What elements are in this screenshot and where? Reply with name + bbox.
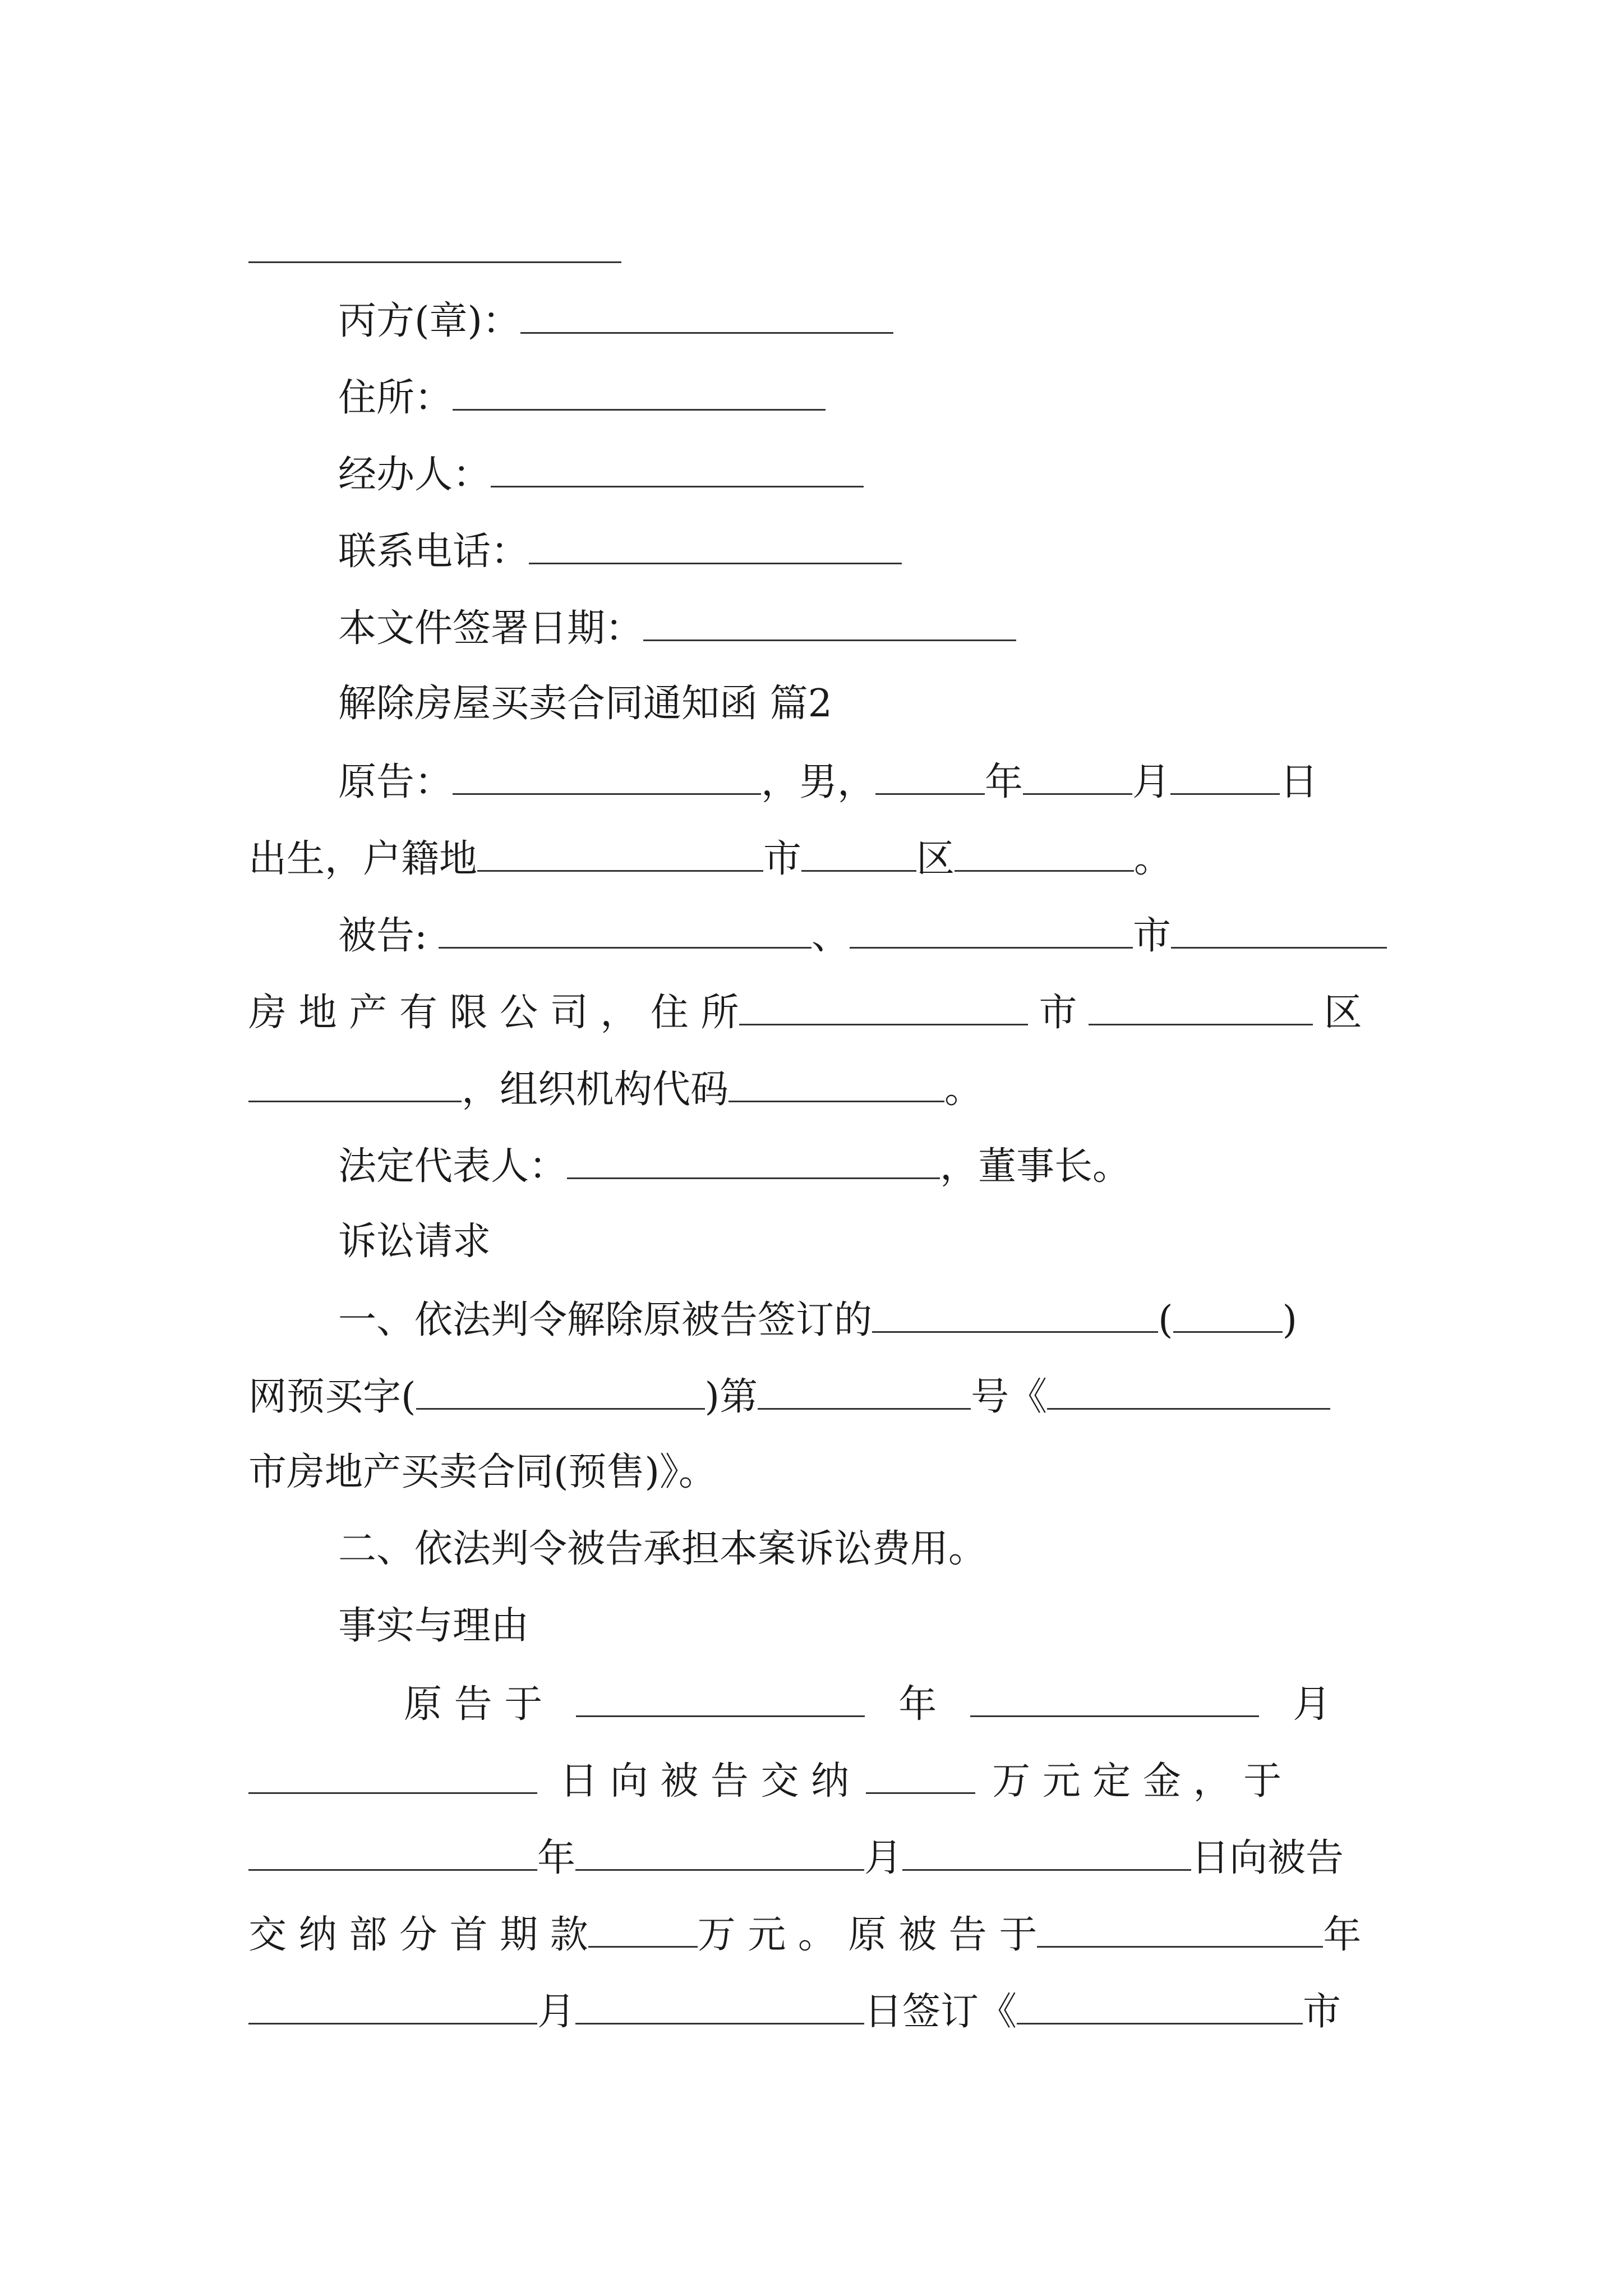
contract-name-text: 市房地产买卖合同(预售)》。 [248, 1450, 717, 1494]
month-label: 月 [537, 1990, 576, 2034]
facts-text-4b: 万 元 。 原 被 告 于 [697, 1913, 1038, 1957]
district-label: 区 [1324, 991, 1362, 1035]
defendant-name-blank [439, 912, 811, 949]
claim-one-text: 一、依法判令解除原被告签订的 [338, 1298, 873, 1342]
contract-number-label: )第 [704, 1375, 758, 1419]
agent-label: 经办人： [338, 453, 491, 497]
deposit-year-blank [576, 1681, 865, 1717]
payment-year-blank [248, 1834, 537, 1871]
payment-day-blank [902, 1834, 1191, 1871]
year-label: 年 [1323, 1913, 1362, 1957]
contract-party-blank [872, 1296, 1158, 1333]
agent-line [338, 451, 864, 496]
legal-rep-line [338, 1143, 1131, 1188]
deposit-amount-blank [866, 1757, 975, 1794]
legal-rep-title: ，董事长。 [940, 1144, 1131, 1189]
facts-heading-text: 事实与理由 [338, 1604, 529, 1648]
facts-line-5 [248, 1988, 1341, 2033]
down-payment-blank [588, 1911, 698, 1948]
address-blank [453, 374, 826, 411]
contract-number-blank [758, 1373, 971, 1410]
facts-line-3 [248, 1834, 1344, 1879]
contract-prefix: 网预买字( [248, 1375, 416, 1419]
month-label: 月 [1293, 1682, 1331, 1727]
defendant-line [338, 912, 1387, 957]
year-label: 年 [537, 1836, 576, 1880]
contract-year-blank [1173, 1296, 1283, 1333]
plaintiff-line [338, 758, 1318, 803]
plaintiff-name-blank [453, 758, 761, 795]
facts-line-2 [248, 1757, 1281, 1802]
paren-close: ) [1282, 1298, 1298, 1342]
sign-date-label: 本文件签署日期： [338, 606, 644, 651]
sign-year-blank [1037, 1911, 1323, 1948]
birth-year-blank [875, 758, 985, 795]
contract-number-line [248, 1373, 1330, 1418]
district-label: 区 [916, 837, 955, 881]
company-address-district-blank [1089, 989, 1313, 1025]
separator: 、 [811, 914, 850, 958]
paren-open: ( [1158, 1298, 1173, 1342]
facts-text-5b: 日签订《 [864, 1990, 1017, 2034]
claim-one-line [338, 1296, 1297, 1341]
sign-date-line [338, 605, 1016, 650]
plaintiff-gender: ，男， [761, 760, 876, 804]
section-title-text: 解除房屋买卖合同通知函 篇2 [338, 682, 832, 726]
plaintiff-label: 原告： [338, 760, 453, 804]
org-code-label: ，组织机构代码 [462, 1068, 729, 1112]
contract-word-blank [416, 1373, 705, 1410]
facts-text-1a: 原 告 于 [404, 1682, 543, 1727]
hukou-line [248, 835, 1172, 880]
facts-text-4a: 交 纳 部 分 首 期 款 [248, 1913, 588, 1957]
facts-text-2a: 日 向 被 告 交 纳 [560, 1759, 850, 1803]
city-label: 市 [1303, 1990, 1341, 2034]
phone-label: 联系电话： [338, 530, 529, 574]
deposit-month-blank [970, 1681, 1259, 1717]
deposit-day-blank [248, 1757, 537, 1794]
period: 。 [1134, 837, 1173, 881]
sign-month-blank [248, 1988, 537, 2024]
hukou-district-blank [801, 835, 916, 872]
company-address-city-blank [739, 989, 1028, 1025]
city-label: 市 [1039, 991, 1077, 1035]
claim-two-text: 二、依法判令被告承担本案诉讼费用。 [338, 1527, 987, 1571]
phone-blank [529, 528, 902, 564]
birth-month-blank [1023, 758, 1132, 795]
birth-day-blank [1170, 758, 1280, 795]
claims-heading-text: 诉讼请求 [338, 1220, 491, 1264]
company-label: 房 地 产 有 限 公 司 ， 住 所 [248, 991, 739, 1035]
year-label: 年 [985, 760, 1023, 804]
facts-heading [338, 1604, 529, 1649]
contract-name-line [248, 1450, 717, 1495]
month-label: 月 [864, 1836, 903, 1880]
hukou-detail-blank [955, 835, 1134, 872]
company-line [248, 989, 1362, 1034]
company-detail-blank [248, 1066, 462, 1102]
legal-rep-blank [567, 1143, 940, 1179]
payment-month-blank [575, 1834, 864, 1871]
contract-name-open: 号《 [971, 1375, 1048, 1419]
party-c-seal-line [338, 297, 893, 342]
sign-date-blank [643, 605, 1016, 641]
party-c-seal-label: 丙方(章)： [338, 299, 521, 343]
hukou-city-blank [477, 835, 763, 872]
city-label: 市 [1132, 914, 1171, 958]
month-label: 月 [1132, 760, 1171, 804]
year-label: 年 [898, 1682, 937, 1727]
org-code-blank [728, 1066, 944, 1102]
claims-heading [338, 1220, 491, 1264]
facts-text-3c: 日向被告 [1191, 1836, 1344, 1880]
period: 。 [944, 1068, 983, 1112]
defendant-company-blank [1171, 912, 1387, 949]
hukou-label: 出生，户籍地 [248, 837, 478, 881]
defendant-city-blank [850, 912, 1133, 949]
day-label: 日 [1280, 760, 1318, 804]
address-label: 住所： [338, 376, 453, 420]
agent-blank [491, 451, 864, 487]
phone-line [338, 528, 902, 573]
facts-line-4 [248, 1911, 1361, 1956]
party-c-seal-blank [520, 297, 893, 334]
sign-day-blank [575, 1988, 864, 2024]
contract-city-blank-2 [1017, 1988, 1303, 2024]
defendant-label: 被告: [338, 914, 427, 958]
org-code-line [248, 1066, 983, 1111]
address-line [338, 374, 826, 419]
legal-rep-label: 法定代表人： [338, 1144, 568, 1189]
top-underline [248, 261, 621, 263]
contract-city-blank [1047, 1373, 1330, 1410]
section-title [338, 682, 832, 726]
facts-text-2b: 万 元 定 金 ， 于 [992, 1759, 1282, 1803]
city-label: 市 [763, 837, 802, 881]
claim-two-line [338, 1527, 986, 1572]
facts-line-1 [404, 1681, 1331, 1726]
